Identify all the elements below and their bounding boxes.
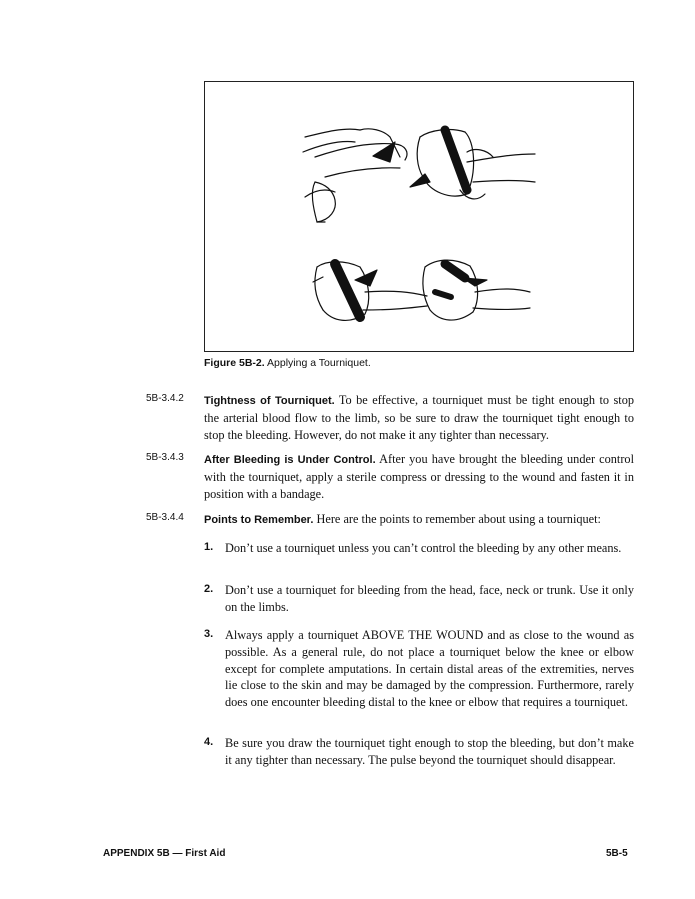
figure-label: Figure 5B-2.: [204, 357, 265, 369]
footer-page-number: 5B-5: [606, 848, 628, 859]
section-text: After you have brought the bleeding under control with the tourniquet, apply a sterile compress or dressing to the wound and fasten it in position with a bandage.: [204, 452, 634, 501]
section-body: [204, 511, 634, 529]
list-item-number: 2.: [204, 583, 214, 595]
footer-appendix-title: APPENDIX 5B — First Aid: [103, 848, 226, 859]
section-body: [204, 451, 634, 503]
section-heading: Points to Remember.: [204, 514, 314, 526]
figure-caption: [204, 357, 371, 369]
section-heading: After Bleeding is Under Control.: [204, 454, 376, 466]
section-number: 5B-3.4.4: [146, 512, 184, 523]
section-number: 5B-3.4.2: [146, 393, 184, 404]
section-heading: Tightness of Tourniquet.: [204, 395, 335, 407]
figure-frame: [204, 81, 634, 352]
section-body: [204, 392, 634, 444]
section-number: 5B-3.4.3: [146, 452, 184, 463]
panel-2-drawing: [410, 130, 535, 199]
panel-1-drawing: [303, 129, 407, 222]
list-item-number: 4.: [204, 736, 214, 748]
list-item-text: Don’t use a tourniquet for bleeding from the head, face, neck or trunk. Use it only on the limbs.: [225, 583, 634, 614]
list-item-number: 3.: [204, 628, 214, 640]
list-item-text: Don’t use a tourniquet unless you can’t control the bleeding by any other means.: [225, 541, 622, 555]
section-text: Here are the points to remember about using a tourniquet:: [316, 512, 601, 526]
tourniquet-illustration: [205, 82, 635, 353]
section-text: To be effective, a tourniquet must be tight enough to stop the arterial blood flow to the limb, so be sure to draw the tourniquet tight enough to stop the bleeding. However, do not make it any tighter than necessary.: [204, 393, 634, 442]
figure-caption-text: Applying a Tourniquet.: [267, 357, 371, 369]
panel-3-drawing: [313, 262, 427, 321]
panel-4-drawing: [423, 260, 530, 320]
list-item-text: Always apply a tourniquet ABOVE THE WOUND and as close to the wound as possible. As a general rule, do not place a tourniquet below the knee or elbow except for complete amputations. In certain distal areas of the extremities, nerves lie close to the skin and may be damaged by the compression. Furthermore, rarely does one encounter bleeding distal to the knee or elbow that requires a tourniquet.: [225, 628, 634, 710]
list-item-number: 1.: [204, 541, 214, 553]
list-item-text: Be sure you draw the tourniquet tight enough to stop the bleeding, but don’t make it any tighter than necessary. The pulse beyond the tourniquet should disappear.: [225, 736, 634, 767]
